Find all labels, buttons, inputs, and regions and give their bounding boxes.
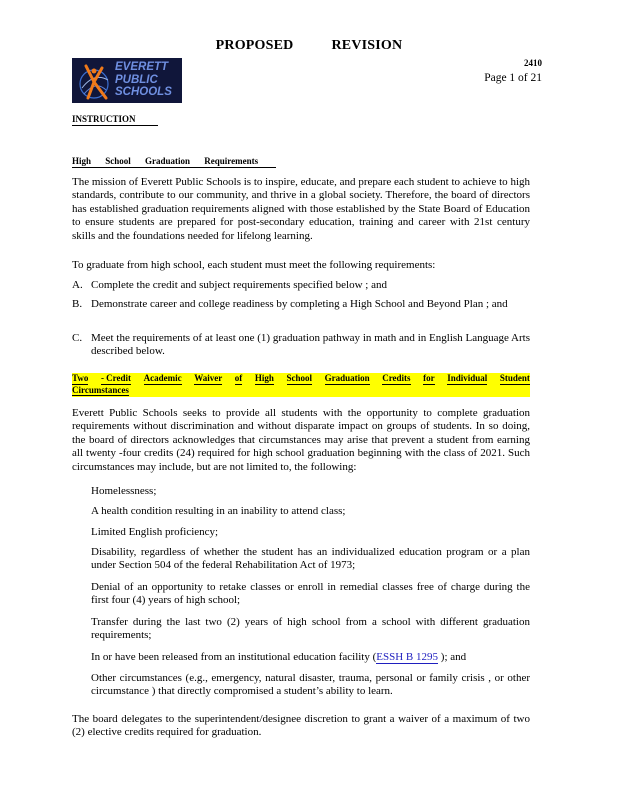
essh-b-1295-link[interactable]: ESSH B 1295: [376, 651, 439, 663]
list-item: Homelessness;: [91, 485, 157, 497]
mission-paragraph: The mission of Everett Public Schools is to inspire, educate, and prepare each student to achieve to high standards, contribute to our community, and thrive in a global society. Therefore, the board of directors has established graduation requirements aligned with those established by the State Board of Education to ensure students are prepared for post-secondary education, training and career with 21st century skills and the foundations needed for lifelong learning.: [72, 176, 530, 242]
department-heading: INSTRUCTION: [72, 114, 158, 126]
title-revision: REVISION: [331, 38, 403, 53]
requirement-a: [72, 279, 530, 292]
requirement-marker: B.: [72, 298, 83, 310]
list-item: Denial of an opportunity to retake classes or enroll in remedial classes free of charge during the first four (4) years of high school;: [91, 581, 530, 607]
requirement-text: Complete the credit and subject requirements specified below ; and: [91, 279, 387, 291]
requirement-marker: A.: [72, 279, 83, 291]
list-item: Limited English proficiency;: [91, 526, 219, 538]
page-number: Page 1 of 21: [484, 72, 542, 84]
waiver-heading: [72, 373, 530, 397]
list-item: Transfer during the last two (2) years of high school from a school with different graduation requirements;: [91, 616, 530, 642]
list-item: Other circumstances (e.g., emergency, natural disaster, trauma, personal or family crisis , or other circumstance ) that directly compromised a student’s ability to learn.: [91, 672, 530, 698]
list-item: In or have been released from an institutional education facility (ESSH B 1295 ); and: [91, 651, 467, 663]
list-item: Disability, regardless of whether the student has an individualized education program or a plan under Section 504 of the federal Rehabilitation Act of 1973;: [91, 546, 530, 572]
requirement-text: Demonstrate career and college readiness by completing a High School and Beyond Plan ; and: [91, 298, 508, 310]
list-item: A health condition resulting in an inability to attend class;: [91, 505, 346, 517]
subject-heading: High School Graduation Requirements: [72, 156, 276, 168]
logo-word-2: PUBLIC: [115, 73, 158, 86]
waiver-heading-line-1: Two - Credit Academic Waiver of High School Graduation Credits for Individual Student: [72, 373, 530, 383]
requirement-text: Meet the requirements of at least one (1) graduation pathway in math and in English Language Arts described below.: [91, 332, 530, 358]
waiver-paragraph: Everett Public Schools seeks to provide all students with the opportunity to complete graduation requirements without discrimination and without disparate impact on groups of students. In so doing, the board of directors acknowledges that circumstances may arise that prevent a student from earning all twenty -four credits (24) required for high school graduation beginning with the class of 2021. Such circumstances may include, but are not limited to, the following:: [72, 407, 530, 473]
requirements-lead: To graduate from high school, each student must meet the following requirements:: [72, 259, 436, 271]
logo-word-1: EVERETT: [115, 61, 169, 73]
logo-word-3: SCHOOLS: [115, 86, 172, 98]
title-proposed: PROPOSED: [215, 38, 294, 53]
delegation-paragraph: The board delegates to the superintendent/designee discretion to grant a waiver of a maximum of two (2) elective credits required for graduation.: [72, 713, 530, 739]
district-logo: [72, 58, 182, 103]
requirement-c: [72, 332, 530, 359]
document-title: [0, 38, 618, 54]
requirement-marker: C.: [72, 332, 83, 344]
waiver-heading-line-2: Circumstances: [72, 385, 129, 395]
requirement-b: [72, 298, 530, 311]
policy-number: 2410: [524, 58, 542, 68]
